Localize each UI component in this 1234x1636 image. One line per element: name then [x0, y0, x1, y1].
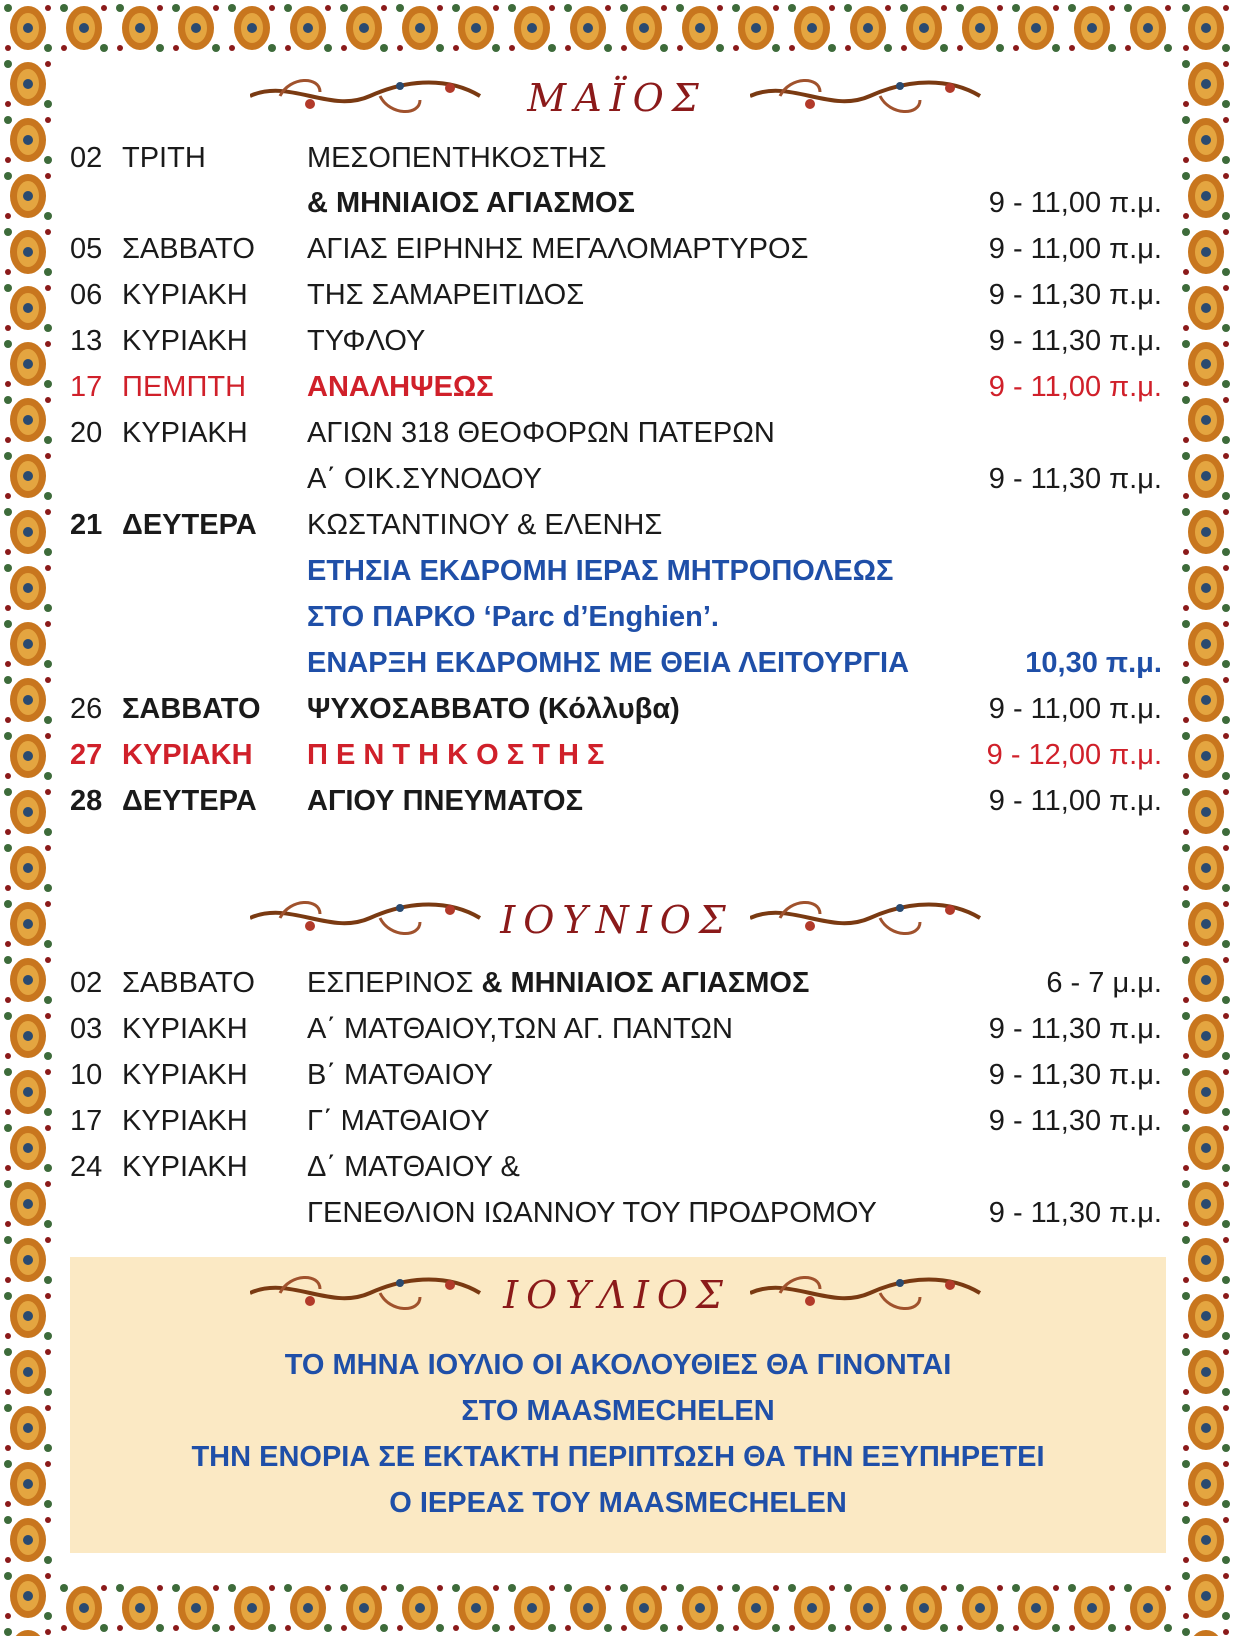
- june-title: ΙΟΥΝΙΟΣ: [500, 898, 734, 942]
- row-time: 9 - 11,00 π.μ.: [988, 233, 1162, 265]
- row-description: ΤΥΦΛΟΥ: [307, 325, 426, 357]
- table-row: [0, 457, 1234, 501]
- table-row: [0, 1007, 1234, 1051]
- row-day: ΚΥΡΙΑΚΗ: [122, 739, 253, 771]
- row-description: Α΄ ΜΑΤΘΑΙΟΥ,ΤΩΝ ΑΓ. ΠΑΝΤΩΝ: [307, 1013, 733, 1045]
- row-date: 06: [70, 279, 103, 311]
- may-title: ΜΑΪΟΣ: [527, 76, 707, 120]
- row-time: 9 - 11,30 π.μ.: [988, 1013, 1162, 1045]
- flourish-right-icon: [750, 1265, 990, 1325]
- row-description: ΨΥΧΟΣΑΒΒΑΤΟ (Κόλλυβα): [307, 693, 680, 725]
- flourish-right-icon: [750, 890, 990, 950]
- row-time: 9 - 11,00 π.μ.: [988, 785, 1162, 817]
- row-description: Π Ε Ν Τ Η Κ Ο Σ Τ Η Σ: [307, 739, 605, 771]
- table-row: [0, 687, 1234, 731]
- row-time: 9 - 11,30 π.μ.: [988, 325, 1162, 357]
- row-day: ΣΑΒΒΑΤΟ: [122, 233, 255, 265]
- table-row: [0, 411, 1234, 455]
- table-row: [0, 549, 1234, 593]
- row-time: 9 - 11,30 π.μ.: [988, 279, 1162, 311]
- may-header: [0, 68, 1234, 128]
- row-description: ΕΝΑΡΞΗ ΕΚΔΡΟΜΗΣ ΜΕ ΘΕΙΑ ΛΕΙΤΟΥΡΓΙΑ: [307, 647, 910, 679]
- row-date: 20: [70, 417, 103, 449]
- table-row: [0, 136, 1234, 180]
- row-description: Β΄ ΜΑΤΘΑΙΟΥ: [307, 1059, 493, 1091]
- row-time: 10,30 π.μ.: [1025, 647, 1162, 679]
- table-row: [0, 1099, 1234, 1143]
- row-day: ΚΥΡΙΑΚΗ: [122, 1013, 248, 1045]
- july-notice-line: ΤΟ ΜΗΝΑ ΙΟΥΛΙΟ ΟΙ ΑΚΟΛΟΥΘΙΕΣ ΘΑ ΓΙΝΟΝΤΑΙ: [284, 1349, 952, 1381]
- row-day: ΚΥΡΙΑΚΗ: [122, 1151, 248, 1183]
- row-time: 9 - 11,30 π.μ.: [988, 1059, 1162, 1091]
- row-day: ΚΥΡΙΑΚΗ: [122, 1059, 248, 1091]
- row-date: 24: [70, 1151, 103, 1183]
- july-notice-line: ΤΗΝ ΕΝΟΡΙΑ ΣΕ ΕΚΤΑΚΤΗ ΠΕΡΙΠΤΩΣΗ ΘΑ ΤΗΝ ΕΞΥΠΗΡΕΤΕΙ: [191, 1441, 1045, 1473]
- row-date: 03: [70, 1013, 103, 1045]
- row-description: ΑΓΙΩΝ 318 ΘΕΟΦΟΡΩΝ ΠΑΤΕΡΩΝ: [307, 417, 775, 449]
- table-row: [0, 779, 1234, 823]
- row-description: ΚΩΣΤΑΝΤΙΝΟΥ & ΕΛΕΝΗΣ: [307, 509, 663, 541]
- july-header: [0, 1265, 1234, 1325]
- row-date: 02: [70, 142, 103, 174]
- row-date: 10: [70, 1059, 103, 1091]
- row-date: 13: [70, 325, 103, 357]
- row-description-bold: & ΜΗΝΙΑΙΟΣ ΑΓΙΑΣΜΟΣ: [481, 967, 810, 999]
- table-row: [0, 503, 1234, 547]
- row-time: 9 - 11,00 π.μ.: [988, 187, 1162, 219]
- row-description: ΕΤΗΣΙΑ ΕΚΔΡΟΜΗ ΙΕΡΑΣ ΜΗΤΡΟΠΟΛΕΩΣ: [307, 555, 894, 587]
- row-description: ΜΕΣΟΠΕΝΤΗΚΟΣΤΗΣ: [307, 142, 607, 174]
- july-title: ΙΟΥΛΙΟΣ: [503, 1273, 731, 1317]
- table-row: [0, 227, 1234, 271]
- table-row: [0, 595, 1234, 639]
- table-row: [0, 273, 1234, 317]
- flourish-right-icon: [750, 68, 990, 128]
- row-time: 6 - 7 μ.μ.: [1046, 967, 1162, 999]
- row-description: [307, 961, 809, 1005]
- table-row-highlight: [0, 365, 1234, 409]
- row-date: 26: [70, 693, 103, 725]
- row-description: ΣΤΟ ΠΑΡΚΟ ‘Parc d’Enghien’.: [307, 601, 719, 633]
- row-day: ΤΡΙΤΗ: [122, 142, 206, 174]
- row-time: 9 - 12,00 π.μ.: [986, 739, 1162, 771]
- row-day: ΚΥΡΙΑΚΗ: [122, 325, 248, 357]
- row-day: ΔΕΥΤΕΡΑ: [122, 785, 257, 817]
- july-notice-box: [70, 1257, 1166, 1553]
- row-time: 9 - 11,30 π.μ.: [988, 1105, 1162, 1137]
- table-row: [0, 1191, 1234, 1235]
- row-description: ΑΓΙΑΣ ΕΙΡΗΝΗΣ ΜΕΓΑΛΟΜΑΡΤΥΡΟΣ: [307, 233, 809, 265]
- row-date: 05: [70, 233, 103, 265]
- ornament-border-top: [0, 0, 1234, 56]
- july-notice-line: Ο ΙΕΡΕΑΣ ΤΟΥ MAASMECHELEN: [389, 1487, 847, 1519]
- row-description: ΤΗΣ ΣΑΜΑΡΕΙΤΙΔΟΣ: [307, 279, 585, 311]
- row-description: ΑΝΑΛΗΨΕΩΣ: [307, 371, 494, 403]
- row-day: ΣΑΒΒΑΤΟ: [122, 967, 255, 999]
- row-date: 21: [70, 509, 103, 541]
- row-description: & ΜΗΝΙΑΙΟΣ ΑΓΙΑΣΜΟΣ: [307, 187, 635, 219]
- row-day: ΠΕΜΠΤΗ: [122, 371, 247, 403]
- june-header: [0, 890, 1234, 950]
- row-date: 27: [70, 739, 103, 771]
- table-row: [0, 319, 1234, 363]
- table-row: [0, 1145, 1234, 1189]
- table-row: [0, 641, 1234, 685]
- row-day: ΚΥΡΙΑΚΗ: [122, 417, 248, 449]
- row-description: Δ΄ ΜΑΤΘΑΙΟΥ &: [307, 1151, 520, 1183]
- row-description: ΓΕΝΕΘΛΙΟΝ ΙΩΑΝΝΟΥ ΤΟΥ ΠΡΟΔΡΟΜΟΥ: [307, 1197, 877, 1229]
- row-description-part: ΕΣΠΕΡΙΝΟΣ: [307, 967, 474, 999]
- row-day: ΣΑΒΒΑΤΟ: [122, 693, 261, 725]
- row-day: ΔΕΥΤΕΡΑ: [122, 509, 257, 541]
- row-day: ΚΥΡΙΑΚΗ: [122, 1105, 248, 1137]
- table-row: [0, 1053, 1234, 1097]
- row-day: ΚΥΡΙΑΚΗ: [122, 279, 248, 311]
- row-description: Γ΄ ΜΑΤΘΑΙΟΥ: [307, 1105, 490, 1137]
- row-time: 9 - 11,00 π.μ.: [988, 693, 1162, 725]
- row-time: 9 - 11,00 π.μ.: [988, 371, 1162, 403]
- row-date: 17: [70, 1105, 103, 1137]
- row-description: ΑΓΙΟΥ ΠΝΕΥΜΑΤΟΣ: [307, 785, 583, 817]
- row-date: 02: [70, 967, 103, 999]
- july-notice-line: ΣΤΟ MAASMECHELEN: [461, 1395, 775, 1427]
- row-date: 17: [70, 371, 103, 403]
- row-time: 9 - 11,30 π.μ.: [988, 1197, 1162, 1229]
- row-date: 28: [70, 785, 103, 817]
- table-row: [0, 961, 1234, 1005]
- ornament-border-bottom: [0, 1580, 1234, 1636]
- row-time: 9 - 11,30 π.μ.: [988, 463, 1162, 495]
- table-row-highlight: [0, 733, 1234, 777]
- table-row: [0, 181, 1234, 225]
- border-pattern-icon: [0, 0, 1234, 56]
- row-description: Α΄ ΟΙΚ.ΣΥΝΟΔΟΥ: [307, 463, 542, 495]
